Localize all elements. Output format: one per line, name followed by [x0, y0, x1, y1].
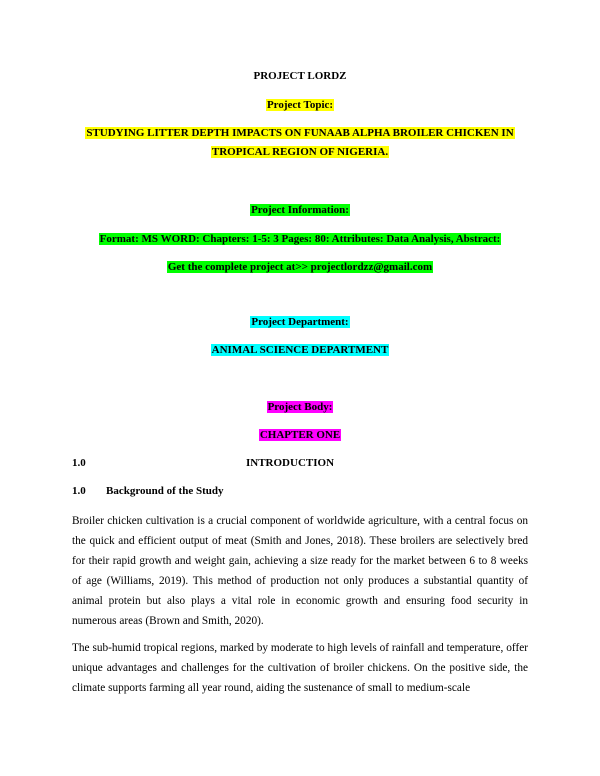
body-label: Project Body:: [267, 401, 333, 413]
background-number: 1.0: [72, 485, 86, 497]
topic-title-line2: TROPICAL REGION OF NIGERIA.: [211, 146, 389, 158]
info-contact: Get the complete project at>> projectlordzz@gmail.com: [167, 261, 433, 273]
paragraph-2: The sub-humid tropical regions, marked by moderate to high levels of rainfall and temperature, offer unique advantages and challenges for the cultivation of broiler chickens. On the positive side, the climate supports farming all year round, aiding the sustenance of small to medium-scale: [72, 642, 528, 694]
site-name: PROJECT LORDZ: [253, 70, 347, 82]
department-label: Project Department:: [251, 316, 349, 328]
topic-label: Project Topic:: [266, 99, 334, 111]
chapter-title: CHAPTER ONE: [259, 429, 341, 441]
paragraph-1: Broiler chicken cultivation is a crucial component of worldwide agriculture, with a central focus on the quick and efficient output of meat (Smith and Jones, 2018). These broilers are selectively bred for their rapid growth and weight gain, achieving a size ready for the market between 6 to 8 weeks of age (Williams, 2019). This method of production not only produces a substantial quantity of animal protein but also plays a vital role in economic growth and ensuring food security in numerous areas (Brown and Smith, 2020).: [72, 515, 528, 627]
info-format: Format: MS WORD: Chapters: 1-5: 3 Pages: 80: Attributes: Data Analysis, Abstract:: [99, 233, 501, 245]
department-name: ANIMAL SCIENCE DEPARTMENT: [211, 344, 389, 356]
background-title: Background of the Study: [106, 485, 224, 497]
intro-title: INTRODUCTION: [246, 457, 335, 469]
topic-title-line1: STUDYING LITTER DEPTH IMPACTS ON FUNAAB ALPHA BROILER CHICKEN IN: [86, 127, 514, 139]
intro-number: 1.0: [72, 457, 86, 469]
info-label: Project Information:: [251, 204, 349, 216]
